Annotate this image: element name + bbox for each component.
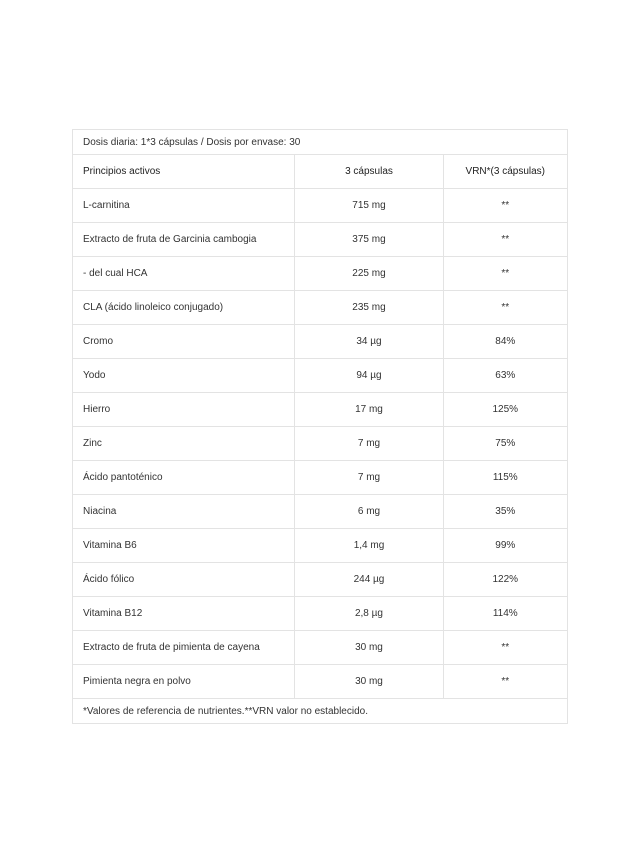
table-row bbox=[73, 291, 568, 325]
ingredient-amount: 94 µg bbox=[295, 359, 443, 393]
table-row bbox=[73, 597, 568, 631]
dose-row bbox=[73, 130, 568, 155]
ingredient-name: Pimienta negra en polvo bbox=[73, 665, 295, 699]
ingredient-name: Zinc bbox=[73, 427, 295, 461]
table-row bbox=[73, 461, 568, 495]
table-row bbox=[73, 325, 568, 359]
ingredient-amount: 2,8 µg bbox=[295, 597, 443, 631]
footnote-row bbox=[73, 699, 568, 724]
ingredient-vrn: 99% bbox=[443, 529, 567, 563]
ingredient-vrn: 35% bbox=[443, 495, 567, 529]
ingredient-vrn: 125% bbox=[443, 393, 567, 427]
ingredient-name: Cromo bbox=[73, 325, 295, 359]
table-row bbox=[73, 631, 568, 665]
ingredient-name: L-carnitina bbox=[73, 189, 295, 223]
ingredient-vrn: 63% bbox=[443, 359, 567, 393]
ingredient-amount: 17 mg bbox=[295, 393, 443, 427]
header-principles: Principios activos bbox=[73, 155, 295, 189]
nutrition-table bbox=[72, 129, 568, 724]
table-row bbox=[73, 393, 568, 427]
ingredient-vrn: ** bbox=[443, 189, 567, 223]
header-amount: 3 cápsulas bbox=[295, 155, 443, 189]
ingredient-amount: 6 mg bbox=[295, 495, 443, 529]
ingredient-name: Yodo bbox=[73, 359, 295, 393]
table-row bbox=[73, 189, 568, 223]
table-row bbox=[73, 223, 568, 257]
table-row bbox=[73, 257, 568, 291]
ingredient-vrn: ** bbox=[443, 291, 567, 325]
table-row bbox=[73, 563, 568, 597]
table-row bbox=[73, 359, 568, 393]
ingredient-vrn: 75% bbox=[443, 427, 567, 461]
ingredient-amount: 225 mg bbox=[295, 257, 443, 291]
ingredient-amount: 1,4 mg bbox=[295, 529, 443, 563]
ingredient-amount: 7 mg bbox=[295, 461, 443, 495]
table-row bbox=[73, 427, 568, 461]
ingredient-name: Ácido fólico bbox=[73, 563, 295, 597]
table-row bbox=[73, 529, 568, 563]
ingredient-vrn: 115% bbox=[443, 461, 567, 495]
dose-info: Dosis diaria: 1*3 cápsulas / Dosis por envase: 30 bbox=[73, 130, 568, 155]
ingredient-vrn: 122% bbox=[443, 563, 567, 597]
ingredient-name: CLA (ácido linoleico conjugado) bbox=[73, 291, 295, 325]
ingredient-amount: 375 mg bbox=[295, 223, 443, 257]
ingredient-amount: 30 mg bbox=[295, 631, 443, 665]
ingredient-amount: 7 mg bbox=[295, 427, 443, 461]
table-row bbox=[73, 495, 568, 529]
ingredient-vrn: ** bbox=[443, 223, 567, 257]
ingredient-name: Vitamina B6 bbox=[73, 529, 295, 563]
ingredient-name: Extracto de fruta de pimienta de cayena bbox=[73, 631, 295, 665]
ingredient-amount: 715 mg bbox=[295, 189, 443, 223]
table-header-row bbox=[73, 155, 568, 189]
footnote: *Valores de referencia de nutrientes.**VRN valor no establecido. bbox=[73, 699, 568, 724]
ingredient-name: Extracto de fruta de Garcinia cambogia bbox=[73, 223, 295, 257]
ingredient-name: Hierro bbox=[73, 393, 295, 427]
ingredient-amount: 244 µg bbox=[295, 563, 443, 597]
ingredient-name: - del cual HCA bbox=[73, 257, 295, 291]
ingredient-vrn: 84% bbox=[443, 325, 567, 359]
ingredient-amount: 34 µg bbox=[295, 325, 443, 359]
ingredient-name: Niacina bbox=[73, 495, 295, 529]
ingredient-vrn: 114% bbox=[443, 597, 567, 631]
ingredient-vrn: ** bbox=[443, 257, 567, 291]
ingredient-vrn: ** bbox=[443, 665, 567, 699]
ingredient-name: Vitamina B12 bbox=[73, 597, 295, 631]
ingredient-vrn: ** bbox=[443, 631, 567, 665]
table-row bbox=[73, 665, 568, 699]
ingredient-name: Ácido pantoténico bbox=[73, 461, 295, 495]
ingredient-amount: 30 mg bbox=[295, 665, 443, 699]
ingredient-amount: 235 mg bbox=[295, 291, 443, 325]
header-vrn: VRN*(3 cápsulas) bbox=[443, 155, 567, 189]
